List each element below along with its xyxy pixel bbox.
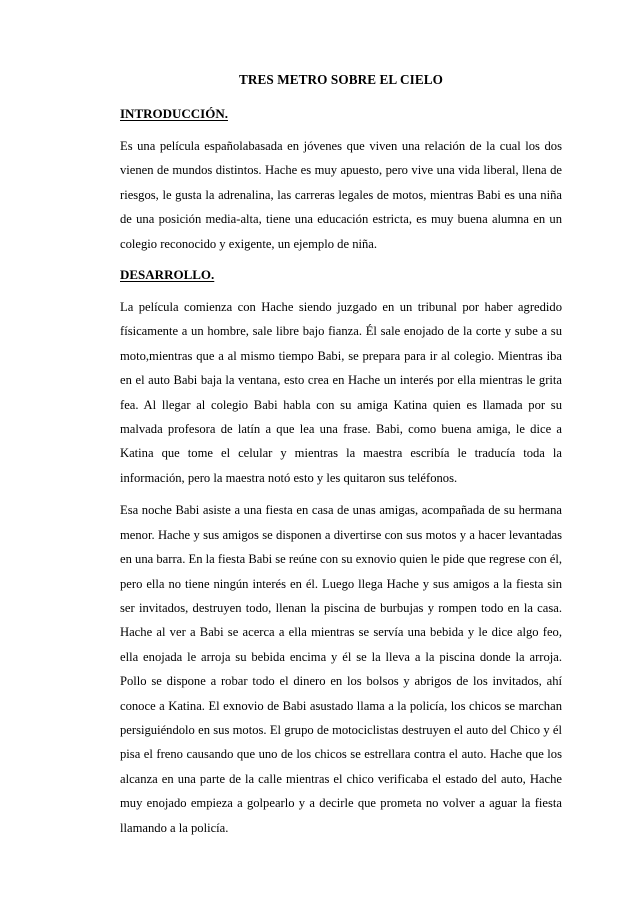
document-title: TRES METRO SOBRE EL CIELO <box>238 72 444 87</box>
section-heading-introduccion: INTRODUCCIÓN. <box>120 106 228 121</box>
paragraph-introduccion: Es una película españolabasada en jóvenes que viven una relación de la cual los dos vienen de mundos distintos. Hache es muy apuesto, pero vive una vida liberal, llena de riesgos, le gusta la adrenalina, las carreras legales de motos, mientras Babi es una niña de una posición media-alta, tiene una educación estricta, es muy buena alumna en un colegio reconocido y exigente, un ejemplo de niña. <box>120 139 562 251</box>
paragraph-desarrollo-2: Esa noche Babi asiste a una fiesta en casa de unas amigas, acompañada de su hermana menor. Hache y sus amigos se disponen a divertirse con sus motos y a hacer levantadas en una barra. En la fiesta Babi se reúne con su exnovio quien le pide que regrese con él, pero ella no tiene ningún interés en él. Luego llega Hache y sus amigos a la fiesta sin ser invitados, destruyen todo, llenan la piscina de burbujas y rompen todo en la casa. Hache al ver a Babi se acerca a ella mientras se servía una bebida y le dice algo feo, ella enojada le arroja su bebida encima y él se la lleva a la piscina donde la arroja. Pollo se dispone a robar todo el dinero en los bolsos y abrigos de los invitados, ahí conoce a Katina. El exnovio de Babi asustado llama a la policía, los chicos se marchan persiguiéndolo en sus motos. El grupo de motociclistas destruyen el auto del Chico y él pisa el freno causando que uno de los chicos se estrellara contra el auto. Hache que los alcanza en una parte de la calle mientras el chico verificaba el estado del auto, Hache muy enojado empieza a golpearlo y a decirle que prometa no volver a aguar la fiesta llamando a la policía. <box>120 503 563 835</box>
paragraph-desarrollo-1: La película comienza con Hache siendo juzgado en un tribunal por haber agredido físicamente a un hombre, sale libre bajo fianza. Él sale enojado de la corte y sube a su moto,mientras que a al mismo tiempo Babi, se prepara para ir al colegio. Mientras iba en el auto Babi baja la ventana, esto crea en Hache un interés por ella mientras le grita fea. Al llegar al colegio Babi habla con su amiga Katina quien es llamada por su malvada profesora de latín a que lea una frase. Babi, como buena amiga, le dice a Katina que tome el celular y mientras la maestra escribía le traducía toda la información, pero la maestra notó esto y les quitaron sus teléfonos. <box>120 300 562 485</box>
section-heading-desarrollo: DESARROLLO. <box>120 267 215 283</box>
